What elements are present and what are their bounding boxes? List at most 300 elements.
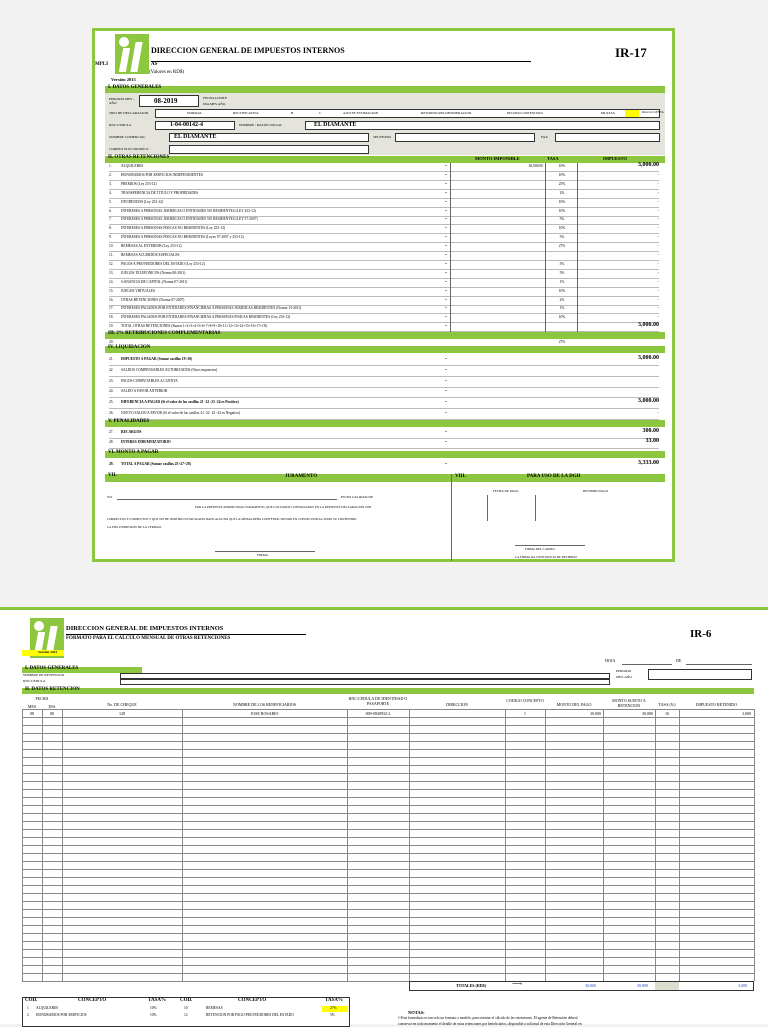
code-left-tasa: 10% bbox=[150, 1006, 157, 1010]
row-tasa: 1% bbox=[559, 306, 565, 311]
version-label: Versión 2015 bbox=[111, 77, 136, 82]
row-eq: = bbox=[445, 411, 448, 415]
hdr-mes: MES bbox=[27, 704, 37, 709]
row-eq: = bbox=[445, 190, 448, 195]
grid-row-line bbox=[22, 917, 754, 918]
row-number: 6. bbox=[109, 208, 112, 213]
row1-monto: 30,000 bbox=[590, 711, 601, 716]
code-left-cod: 2 bbox=[27, 1013, 29, 1017]
grid-row-line bbox=[22, 757, 754, 758]
fecha-limite-label: FECHA LIMITE bbox=[203, 96, 228, 100]
row-concepto: INTERESES A PERSONAS FISICAS NO RESIDENTES (Ley 253-12) bbox=[121, 226, 226, 231]
section-monto-pagar: VI. MONTO A PAGAR bbox=[105, 451, 665, 458]
correo-field[interactable] bbox=[169, 145, 369, 154]
liq-row bbox=[109, 388, 659, 395]
codes-tasa-hdr-2: TASA% bbox=[325, 998, 343, 1003]
row-tasa: 10% bbox=[558, 315, 566, 320]
ir17-org-title: DIRECCION GENERAL DE IMPUESTOS INTERNOS bbox=[151, 46, 345, 55]
row-eq: = bbox=[445, 324, 448, 329]
row-impuesto: 300.00 bbox=[642, 428, 659, 434]
grid-col-line bbox=[505, 709, 506, 981]
row-number: 10. bbox=[109, 244, 114, 249]
nombre-comercial-label: NOMBRE COMERCIAL bbox=[109, 135, 146, 139]
tot-sujeto: 30,000 bbox=[637, 983, 648, 988]
grid-row-line bbox=[22, 909, 754, 910]
calidad-label: EN MI CALIDAD DE bbox=[341, 495, 373, 499]
notas-line1: 1-Este formulario es tan solo un formato o modelo, para orientar el cálculo de las retenciones. El agente de Retención deberá bbox=[398, 1016, 578, 1020]
fecha-pago-label: FECHA DE PAGO bbox=[493, 489, 519, 493]
tipo-decl-row bbox=[155, 109, 660, 118]
grid-row-line bbox=[22, 885, 754, 886]
row-number: 1. bbox=[109, 164, 112, 168]
periodo-field[interactable]: 08-2019 bbox=[139, 95, 199, 107]
row-eq: = bbox=[445, 244, 448, 249]
row-concepto: GANANCIA DE CAPITAL (Norma 07-2011) bbox=[121, 279, 188, 284]
row1-sujeto: 30,000 bbox=[642, 711, 653, 716]
grid-col-line bbox=[62, 709, 63, 981]
tot-tasa-cell bbox=[655, 982, 679, 990]
code-right-tasa: 5% bbox=[330, 1013, 335, 1017]
codes-concepto-hdr: CONCEPTO bbox=[78, 998, 107, 1003]
pen-row bbox=[109, 429, 659, 436]
hdr-fecha: FECHA bbox=[35, 696, 49, 701]
row-eq: = bbox=[445, 367, 448, 372]
row-concepto: JUEGOS TELEFONICOS (Norma 08-2011) bbox=[121, 270, 186, 275]
row-tasa: 1% bbox=[559, 279, 565, 284]
row-impuesto: - bbox=[657, 260, 659, 266]
grid-row-line bbox=[22, 709, 754, 710]
ir17-left-label2: AS bbox=[151, 62, 158, 67]
juramento-line1: POR LA PRESENTE AFIRMO BAJO JURAMENTO, QUE LOS DATOS CONSIGNADOS EN LA PRESENTE DECLARACION SON bbox=[195, 505, 372, 509]
row-number: 15. bbox=[109, 288, 114, 293]
grid-col-line bbox=[679, 709, 680, 981]
row-tasa: 10% bbox=[558, 172, 566, 177]
codes-cod-hdr: COD. bbox=[25, 998, 38, 1003]
row1-nombre: JOSE ROSARIO bbox=[250, 711, 279, 716]
grid-row-line bbox=[22, 877, 754, 878]
ir6-datos-retencion: II. DATOS RETENCION bbox=[22, 688, 754, 694]
grid-row-line bbox=[22, 949, 754, 950]
row-impuesto: 3,000.00 bbox=[638, 162, 659, 168]
valores-label: (Valores en RD$) bbox=[149, 70, 184, 75]
row-impuesto: - bbox=[657, 287, 659, 293]
row-impuesto: 3,000.00 bbox=[638, 322, 659, 329]
row1-impuesto: 3,000 bbox=[742, 711, 751, 716]
grid-row-line bbox=[22, 861, 754, 862]
row-number: 16. bbox=[109, 297, 114, 302]
row-impuesto: - bbox=[657, 305, 659, 311]
row-tasa: 5% bbox=[559, 217, 565, 222]
rectificativa-option[interactable]: RECTIFICATIVA bbox=[233, 111, 259, 115]
grid-row-line bbox=[22, 741, 754, 742]
fax-label: FAX bbox=[541, 135, 548, 139]
grid-row-line bbox=[22, 773, 754, 774]
row-concepto: INTERES INDEMNIZATORIO bbox=[121, 440, 171, 444]
row-eq: = bbox=[445, 270, 448, 275]
row-impuesto: - bbox=[657, 189, 659, 195]
ir6-form bbox=[0, 607, 768, 1024]
grid-row-line bbox=[22, 893, 754, 894]
row-impuesto: - bbox=[657, 314, 659, 320]
row-concepto: PAGOS COMPUTABLES A CUENTA bbox=[121, 378, 178, 383]
grid-row-line bbox=[22, 765, 754, 766]
code-left-tasa: 10% bbox=[150, 1013, 157, 1017]
row-number: 26. bbox=[109, 411, 114, 415]
code-right-tasa: 27% bbox=[330, 1006, 337, 1010]
section-juramento: VII. bbox=[105, 474, 665, 482]
row-number: 24. bbox=[109, 389, 114, 394]
row-concepto: RECARGOS bbox=[121, 430, 142, 434]
grid-row-line bbox=[22, 805, 754, 806]
row-concepto: REMESAS AL EXTERIOR (Ley 253-12) bbox=[121, 244, 182, 249]
hdr-tasa: TASA (%) bbox=[658, 702, 676, 707]
col-monto-imponible: MONTO IMPONIBLE bbox=[475, 156, 520, 161]
col-impuesto: IMPUESTO bbox=[603, 156, 627, 161]
row-monto[interactable]: 30,000.00 bbox=[528, 164, 543, 168]
grid-row-line bbox=[22, 789, 754, 790]
periodo2-label: PERIODO bbox=[616, 669, 632, 673]
ir17-left-label: MPLI bbox=[95, 62, 109, 67]
grid-col-line bbox=[182, 709, 183, 981]
row-eq: = bbox=[445, 164, 448, 168]
row-impuesto: - bbox=[657, 180, 659, 186]
row-eq: = bbox=[445, 261, 448, 266]
liq-row bbox=[109, 367, 659, 374]
hdr-monto: MONTO DEL PAGO bbox=[556, 702, 592, 707]
grid-col-line bbox=[409, 709, 410, 981]
row-concepto: INTERESES A PERSONAS FISICAS NO RESIDENTES (Leyes 57-2007 y 253-12) bbox=[121, 235, 244, 240]
multas-checkbox[interactable] bbox=[625, 110, 639, 117]
juramento-line2: CORRECTOS Y COMPLETOS Y QUE NO HE OMITIDO NI FALSEADO DATO ALGUNO QUE LA MISMA DEBA CONTENER, SIENDO EN CONSECUENCIA TODO SU CONTENIDO bbox=[107, 517, 357, 521]
row-number: 27. bbox=[109, 430, 114, 434]
col-sep-monto bbox=[450, 163, 451, 333]
grid-row-line bbox=[22, 853, 754, 854]
row-concepto: HONORARIOS POR SERVICIOS INDEPENDIENTES bbox=[121, 172, 203, 177]
row-number: 25. bbox=[109, 400, 114, 405]
row-impuesto: - bbox=[657, 198, 659, 204]
row-number: 18. bbox=[109, 315, 114, 320]
row-concepto: REMESAS ACUERDOS ESPECIALES bbox=[121, 253, 180, 257]
grid-col-line bbox=[22, 709, 23, 981]
row-impuesto: - bbox=[657, 225, 659, 231]
nombre-comercial-field[interactable]: EL DIAMANTE bbox=[169, 133, 369, 142]
row-impuesto: - bbox=[657, 243, 659, 249]
grid-row-line bbox=[22, 901, 754, 902]
row-impuesto: - bbox=[657, 252, 659, 257]
dgii-logo bbox=[115, 34, 149, 74]
retribuciones-row: 20. 27% bbox=[109, 340, 566, 344]
row-eq: = bbox=[445, 315, 448, 320]
hdr-beneficiarios: NOMBRE DE LOS BENEFICIARIOS bbox=[232, 702, 296, 707]
row-impuesto: - bbox=[657, 207, 659, 213]
grid-row-line bbox=[22, 813, 754, 814]
ir6-org-title: DIRECCION GENERAL DE IMPUESTOS INTERNOS bbox=[66, 625, 224, 632]
row-impuesto: - bbox=[657, 296, 659, 302]
ir17-form-code: IR-17 bbox=[615, 45, 647, 60]
nombre-label: NOMBRE / RAZON SOCIAL bbox=[239, 123, 283, 127]
row-tasa: 5% bbox=[559, 261, 565, 266]
de-label: DE bbox=[676, 658, 682, 663]
row-impuesto: 3,000.00 bbox=[638, 355, 659, 361]
row-eq: = bbox=[445, 430, 448, 434]
row-number: 13. bbox=[109, 270, 114, 275]
pago-cuenta-option[interactable]: PAGO A CUENTA bbox=[642, 111, 664, 114]
totales-arrow: ⟶ bbox=[512, 980, 523, 988]
total-pagar-row: 29. TOTAL A PAGAR (Sumar casillas 25+27+28) = 3,333.00 bbox=[109, 460, 659, 466]
row-eq: = bbox=[445, 357, 448, 361]
row-number: 2. bbox=[109, 172, 112, 177]
rnc2-field[interactable] bbox=[120, 679, 610, 685]
row-number: 19. bbox=[109, 324, 114, 329]
viii-label: VIII. bbox=[455, 474, 466, 479]
row-number: 9. bbox=[109, 235, 112, 240]
row-eq: = bbox=[445, 279, 448, 284]
section-otras-retenciones: II. OTRAS RETENCIONES bbox=[105, 156, 665, 163]
row-divider bbox=[109, 448, 659, 449]
code-right-cod: 12 bbox=[184, 1013, 188, 1017]
row-eq: = bbox=[445, 389, 448, 394]
rect-c: C bbox=[319, 111, 322, 115]
recibido-pago-label: RECIBIDO PAGO bbox=[583, 489, 609, 493]
row-concepto: SALDOS COMPENSABLES AUTORIZADOS (Otros impuestos) bbox=[121, 367, 218, 372]
row-tasa: 10% bbox=[558, 199, 566, 204]
row-number: 5. bbox=[109, 199, 112, 204]
rect-b: B bbox=[291, 111, 294, 115]
hdr-cheque: No. DE CHEQUE bbox=[107, 702, 137, 707]
code-left-cod: 1 bbox=[27, 1006, 29, 1010]
row-concepto: ALQUILERES bbox=[121, 164, 144, 168]
row-tasa: 5% bbox=[559, 235, 565, 240]
grid-row-line bbox=[22, 829, 754, 830]
row-tasa: 10% bbox=[558, 288, 566, 293]
hdr-sujeto: MONTO SUJETO A RETENCION bbox=[612, 698, 646, 708]
yo-label: YO bbox=[107, 495, 113, 499]
row-eq: = bbox=[445, 208, 448, 213]
grid-col-line bbox=[347, 709, 348, 981]
row-impuesto: - bbox=[657, 278, 659, 284]
codes-cod-hdr-2: COD. bbox=[180, 998, 193, 1003]
grid-col-line bbox=[603, 709, 604, 981]
row-tasa: 2% bbox=[559, 297, 565, 302]
row1-cheque: 128 bbox=[119, 711, 125, 716]
col-sep-tasa bbox=[545, 163, 546, 333]
liq-row bbox=[109, 356, 659, 363]
notas-title: NOTAS: bbox=[408, 1010, 425, 1015]
row-concepto: PAGOS A PROVEEDORES DEL ESTADO (Ley 253-12) bbox=[121, 261, 205, 266]
row-concepto: JUEGOS VIRTUALES bbox=[121, 288, 155, 293]
firma-constancia-label: LA FIRMA DA CONSTANCIA DE RECIBIDO bbox=[515, 555, 577, 559]
row-impuesto: - bbox=[657, 171, 659, 177]
section-penalidades: V. PENALIDADES bbox=[105, 420, 665, 427]
tot-impuesto: 3,000 bbox=[738, 983, 747, 988]
row-number: 3. bbox=[109, 181, 112, 186]
row-impuesto: - bbox=[657, 410, 659, 415]
correo-label: CORREO ELECTRONICO bbox=[109, 147, 149, 151]
grid-row-line bbox=[22, 837, 754, 838]
firma-cajero-label: FIRMA DEL CAJERO bbox=[525, 547, 555, 551]
hdr-codigo: CODIGO CONCEPTO bbox=[506, 698, 544, 703]
row-number: 4. bbox=[109, 190, 112, 195]
row-concepto: TOTAL OTRAS RETENCIONES (Sumar 1+2+3+4+5+6+7+8+9+10+11+12+13+14+15+16+17+18) bbox=[121, 324, 267, 329]
codes-tasa-hdr: TASA% bbox=[148, 998, 166, 1003]
row-eq: = bbox=[445, 440, 448, 444]
periodo-label: PERIODO MES - AÑO bbox=[109, 97, 135, 105]
grid-row-line bbox=[22, 933, 754, 934]
row-concepto: TRANSFERENCIA DE TITULO Y PROPIEDADES bbox=[121, 190, 199, 195]
row-impuesto: - bbox=[657, 216, 659, 222]
code-left-concepto: ALQUILERES bbox=[36, 1006, 59, 1010]
row-number: 21. bbox=[109, 357, 114, 361]
grid-col-line bbox=[655, 709, 656, 981]
grid-row-line bbox=[22, 957, 754, 958]
row-number: 7. bbox=[109, 217, 112, 222]
agente-label: NOMBRE DE RETENCION bbox=[23, 673, 65, 677]
hdr-rnc: RNC/CEDULA DE IDENTIDAD O PASAPORTE bbox=[348, 696, 408, 706]
row-concepto: SALDO A FAVOR ANTERIOR bbox=[121, 389, 168, 394]
row1-dia: 08 bbox=[50, 711, 54, 716]
row1-tasa: 10 bbox=[665, 711, 669, 716]
row-tasa: 10% bbox=[558, 208, 566, 213]
grid-row-line bbox=[22, 749, 754, 750]
row-concepto: INTERESES PAGADOS POR ENTIDADES FINANCIERAS A PERSONAS FISICAS RESIDENTES (Ley 253-12) bbox=[121, 315, 291, 320]
row-eq: = bbox=[445, 217, 448, 222]
retorno-option[interactable]: RETORNO RECONSIDERACION bbox=[421, 111, 472, 115]
row-eq: = bbox=[445, 181, 448, 186]
grid-row-line bbox=[22, 845, 754, 846]
totales-label: TOTALES (RD$) bbox=[456, 983, 486, 988]
tipo-declaracion-label: TIPO DE DECLARACION bbox=[109, 111, 149, 115]
row-concepto: NUEVO SALDO A FAVOR (Si el valor de las casillas 21 -22 -23 -24 es Negativo) bbox=[121, 411, 241, 415]
rnc-label: RNC/CEDULA bbox=[109, 123, 132, 127]
section-datos-generales: I. DATOS GENERALES bbox=[105, 86, 665, 93]
row-eq: = bbox=[445, 297, 448, 302]
row-number: 22. bbox=[109, 367, 114, 372]
liq-row bbox=[109, 378, 659, 385]
recurso-option[interactable]: RECURSO CONTENCIOSO bbox=[507, 111, 543, 115]
row-number: 23. bbox=[109, 378, 114, 383]
fax-field[interactable] bbox=[555, 133, 660, 142]
row-tasa: 10% bbox=[558, 226, 566, 231]
periodo2-field[interactable] bbox=[648, 669, 752, 680]
hdr-direccion: DIRECCION bbox=[446, 702, 468, 707]
rnc-field[interactable]: 1-04-00142-4 bbox=[155, 121, 235, 130]
grid-row-line bbox=[22, 717, 754, 718]
row-concepto: PREMIOS (Ley 253-12) bbox=[121, 181, 157, 186]
row-number: 28. bbox=[109, 440, 114, 444]
juramento-title: JURAMENTO bbox=[285, 474, 318, 479]
row-number: 11. bbox=[109, 253, 114, 257]
nombre-field[interactable]: EL DIAMANTE bbox=[305, 121, 660, 130]
col-sep-impuesto bbox=[577, 163, 578, 333]
row-eq: = bbox=[445, 226, 448, 231]
row-impuesto: 3,000.00 bbox=[638, 398, 659, 405]
row-concepto: DIVIDENDOS (Ley 253-12) bbox=[121, 199, 164, 204]
section-retribuciones: III. 2% RETRIBUCIONES COMPLEMENTARIAS bbox=[105, 332, 665, 339]
dia-mes-ano-label: DIA MES AÑO bbox=[203, 102, 226, 106]
row-impuesto: 33.00 bbox=[645, 438, 659, 444]
row-number: 12. bbox=[109, 261, 114, 266]
ir17-form bbox=[92, 28, 675, 562]
grid-col-line bbox=[42, 709, 43, 981]
ir6-form-code: IR-6 bbox=[690, 628, 712, 640]
grid-row-line bbox=[22, 973, 754, 974]
row1-codigo: 1 bbox=[524, 711, 526, 716]
grid-col-line bbox=[545, 709, 546, 981]
liq-row bbox=[109, 410, 659, 417]
rnc2-label: RNC/CEDULA bbox=[23, 679, 46, 683]
ir6-version: Versión 2015 bbox=[38, 650, 58, 654]
normal-option[interactable]: NORMAL bbox=[187, 111, 203, 115]
grid-row-line bbox=[22, 781, 754, 782]
ir6-datos-generales: I. DATOS GENERALES bbox=[22, 667, 142, 673]
row-eq: = bbox=[445, 378, 448, 383]
section-liquidacion: IV. LIQUIDACION bbox=[105, 346, 665, 353]
grid-row-line bbox=[22, 965, 754, 966]
code-right-cod: 10 bbox=[184, 1006, 188, 1010]
telefono-label: TELEFONO bbox=[373, 135, 392, 139]
grid-row-line bbox=[22, 821, 754, 822]
multas-option[interactable]: MULTAS bbox=[601, 111, 615, 115]
row-eq: = bbox=[445, 288, 448, 293]
row-eq: = bbox=[445, 199, 448, 204]
row-eq: = bbox=[445, 400, 448, 405]
row-concepto: IMPUESTO A PAGAR (Sumar casillas 19+20) bbox=[121, 357, 193, 361]
telefono-field[interactable] bbox=[395, 133, 535, 142]
row-concepto: DIFERENCIA A PAGAR (Si el valor de las casillas 21 -22 -23 -24 es Positivo) bbox=[121, 400, 239, 405]
row-number: 14. bbox=[109, 279, 114, 284]
row-impuesto: - bbox=[657, 269, 659, 275]
notas-line2: conservar en todo momento el detalle de estas retenciones por beneficiarios, disponible a solicitud de esta Dirección General en bbox=[398, 1022, 582, 1026]
row-number: 17. bbox=[109, 306, 114, 311]
liq-row bbox=[109, 399, 659, 406]
hdr-dia: DIA bbox=[48, 704, 56, 709]
row-concepto: INTERESES PAGADOS POR ENTIDADES FINANCIERAS A PERSONAS JURIDICAS RESIDENTES (Norma 13-2011) bbox=[121, 306, 302, 311]
col-tasa: TASA bbox=[547, 156, 559, 161]
grid-col-line bbox=[754, 709, 755, 981]
grid-row-line bbox=[22, 725, 754, 726]
ajuste-option[interactable]: AJUSTE ESTIMACION bbox=[343, 111, 379, 115]
row-tasa: 10% bbox=[558, 164, 566, 168]
firma-label: FIRMA bbox=[257, 553, 269, 557]
row-eq: = bbox=[445, 253, 448, 257]
row-concepto: OTRAS RETENCIONES (Norma 07-2007) bbox=[121, 297, 185, 302]
row1-mes: 08 bbox=[30, 711, 34, 716]
code-right-concepto: RETENCION POR PAGO PROVEEDORES DEL ESTADO bbox=[206, 1013, 294, 1017]
code-right-concepto: REMESAS bbox=[206, 1006, 223, 1010]
row-eq: = bbox=[445, 235, 448, 240]
row-tasa: 25% bbox=[558, 181, 566, 186]
hoja-label: HOJA bbox=[605, 658, 616, 663]
row-eq: = bbox=[445, 306, 448, 311]
row-concepto: INTERESES A PERSONAS JURIDICAS O ENTIDADES NO RESIDENTES (LEY 253-12) bbox=[121, 208, 256, 213]
hdr-impuesto: IMPUESTO RETENIDO bbox=[696, 702, 737, 707]
row-tasa: 27% bbox=[558, 244, 566, 249]
row-tasa: 5% bbox=[559, 270, 565, 275]
row-tasa: 2% bbox=[559, 190, 565, 195]
grid-row-line bbox=[22, 941, 754, 942]
codes-concepto-hdr-2: CONCEPTO bbox=[238, 998, 267, 1003]
row-number: 8. bbox=[109, 226, 112, 231]
grid-row-line bbox=[22, 925, 754, 926]
ir6-subtitle: FORMATO PARA EL CALCULO MENSUAL DE OTRAS RETENCIONES bbox=[66, 636, 231, 641]
pen-row bbox=[109, 439, 659, 446]
uso-dgii-title: PARA USO DE LA DGII bbox=[527, 474, 581, 479]
grid-row-line bbox=[22, 733, 754, 734]
row-eq: = bbox=[445, 172, 448, 177]
grid-row-line bbox=[22, 869, 754, 870]
code-left-concepto: HONORARIOS POR SERVICIOS bbox=[36, 1013, 87, 1017]
juramento-line3: LA FIEL EXPRESION DE LA VERDAD. bbox=[107, 525, 162, 529]
